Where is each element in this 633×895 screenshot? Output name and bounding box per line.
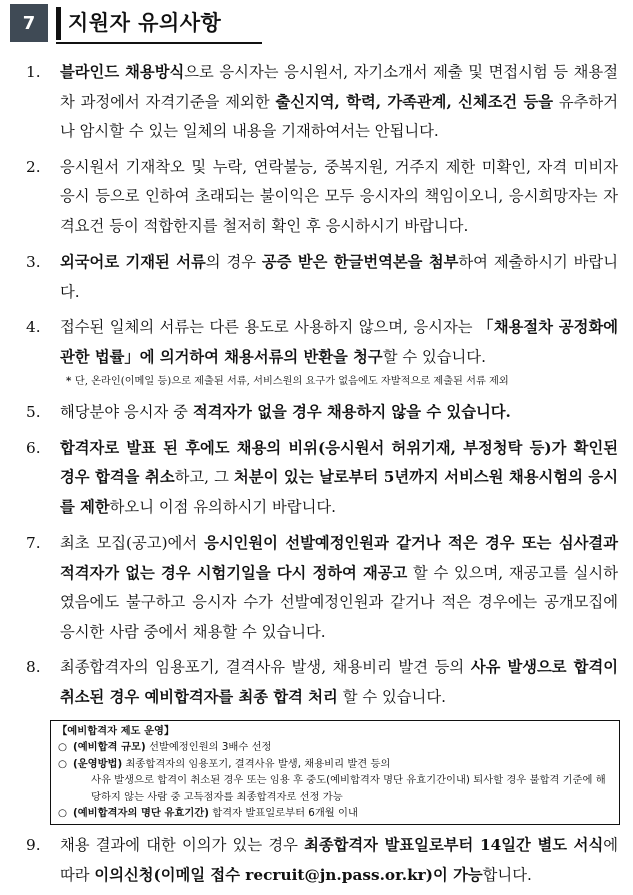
item-text — [60, 318, 618, 366]
text-run: 해당분야 응시자 중 — [60, 403, 193, 421]
notice-item — [26, 529, 618, 647]
box-item-continuation: 사유 발생으로 합격이 취소된 경우 또는 임용 후 중도(예비합격자 명단 유효기간이내) 퇴사할 경우 불합격 기준에 해당하지 않는 사람 중 고득점자를 최종합격자로 선정 가능 — [91, 774, 606, 803]
text-run: 채용 결과에 대한 이의가 있는 경우 — [60, 836, 305, 855]
circle-bullet-icon: ○ — [58, 757, 67, 770]
text-run: 하오니 이점 유의하시기 바랍니다. — [109, 497, 336, 516]
item-number: 5. — [26, 403, 41, 421]
text-run: 최종합격자의 임용포기, 결격사유 발생, 채용비리 발견 등의 — [60, 658, 471, 676]
text-run: 단, 온라인(이메일 등)으로 제출된 서류, 서비스원의 요구가 없음에도 자발적으로 제출된 서류 제외 — [74, 376, 509, 387]
item-text — [60, 658, 618, 706]
item-number: 6. — [26, 438, 41, 457]
notice-item — [26, 398, 618, 428]
text-run: 할 수 있습니다. — [337, 687, 446, 706]
box-bullet-item — [57, 805, 613, 821]
box-item-label: (예비합격자의 명단 유효기간) — [73, 807, 209, 820]
text-run: 출신지역, 학력, 가족관계, 신체조건 등을 — [275, 92, 554, 111]
item-number: 7. — [26, 534, 41, 552]
text-run: 처분이 있는 날로부터 5년까지 서비스원 채용시험의 응시를 제한 — [60, 468, 618, 516]
text-run: 응시인원이 선발예정인원과 같거나 적은 경우 또는 심사결과 적격자가 없는 경우 시험기일을 다시 정하여 재공고 — [60, 534, 618, 582]
text-run: 최종합격자 발표일로부터 14일간 별도 서식 — [304, 836, 604, 855]
box-title: 【예비합격자 제도 운영】 — [57, 725, 175, 737]
item-number: 2. — [26, 157, 41, 176]
box-bullet-item — [57, 739, 613, 755]
notice-item — [26, 58, 618, 147]
text-run: 블라인드 채용방식 — [60, 63, 185, 81]
item-text — [60, 158, 618, 235]
box-item-text: 합격자 발표일로부터 6개월 이내 — [208, 807, 358, 820]
text-run: 할 수 있으며, 재공고를 실시하였음에도 불구하고 응시자 수가 선발예정인원과 같거나 적은 경우에는 공개모집에 응시한 사람 중에서 채용할 수 있습니다. — [60, 563, 618, 641]
item-text — [60, 534, 618, 641]
box-item-label: (예비합격 규모) — [73, 741, 146, 754]
box-item-label: (운영방법) — [73, 757, 123, 770]
text-run: 합격자로 발표 된 후에도 채용의 비위(응시원서 허위기재, 부정청탁 등)가 확인된 경우 합격을 취소 — [60, 438, 618, 486]
text-run: 외국어로 기재된 서류 — [60, 253, 206, 271]
circle-bullet-icon: ○ — [58, 807, 67, 820]
item-footnote — [60, 371, 618, 392]
section-title: 지원자 유의사항 — [68, 11, 222, 35]
section-underline — [56, 42, 262, 44]
notice-item — [26, 831, 618, 890]
section-header — [10, 4, 260, 44]
text-run: 합니다. — [482, 865, 532, 884]
notice-list — [26, 58, 618, 890]
box-item-text: 선발예정인원의 3배수 선정 — [145, 741, 272, 754]
notice-item — [26, 434, 618, 523]
item-text — [60, 253, 618, 301]
item-number: 4. — [26, 318, 41, 336]
text-run: 하여 제출하시기 바랍니다. — [60, 253, 618, 301]
item-text — [60, 63, 618, 140]
text-run: 적격자가 없을 경우 채용하지 않을 수 있습니다. — [192, 403, 511, 421]
text-run: 응시원서 기재착오 및 누락, 연락불능, 중복지원, 거주지 제한 미확인, 자격 미비자 응시 등으로 인하여 초래되는 불이익은 모두 응시자의 책임이오니, 응시희망자는 자격요건 등이 적합한지를 철저히 확인 후 응시하시기 바랍니다. — [60, 157, 618, 235]
text-run: 하고, 그 — [174, 468, 235, 486]
item-number: 3. — [26, 253, 41, 271]
section-title-bar — [56, 7, 61, 40]
text-run: 「채용절차 공정화에 관한 법률」에 의거하여 채용서류의 반환을 청구 — [60, 318, 618, 366]
text-run: 의 경우 — [205, 253, 262, 271]
section-number-badge: 7 — [10, 4, 48, 42]
item-number: 1. — [26, 63, 41, 81]
text-run: 최초 모집(공고)에서 — [60, 534, 205, 552]
notice-item — [26, 313, 618, 392]
item-text — [60, 836, 618, 884]
text-run: 유추하거나 암시할 수 있는 일체의 내용을 기재하여서는 안됩니다. — [60, 92, 618, 140]
reserve-candidate-box — [50, 720, 620, 825]
item-text — [60, 439, 618, 516]
notice-item — [26, 153, 618, 242]
text-run: 에 따라 — [60, 836, 618, 884]
notice-item — [26, 248, 618, 307]
item-number: 9. — [26, 836, 41, 855]
text-run: 사유 발생으로 합격이 취소된 경우 예비합격자를 최종 합격 처리 — [60, 658, 618, 706]
text-run: * — [66, 375, 75, 387]
box-item-text: 최종합격자의 임용포기, 결격사유 발생, 채용비리 발견 등의 — [122, 757, 391, 770]
notice-item — [26, 653, 618, 712]
box-bullet-item — [57, 756, 613, 805]
text-run: 공증 받은 한글번역본을 첨부 — [261, 253, 459, 271]
text-run: 이의신청(이메일 접수 recruit@jn.pass.or.kr)이 가능 — [94, 865, 483, 884]
item-text — [60, 403, 511, 421]
circle-bullet-icon: ○ — [58, 741, 67, 754]
text-run: 할 수 있습니다. — [382, 347, 486, 366]
text-run: 으로 응시자는 응시원서, 자기소개서 제출 및 면접시험 등 채용절차 과정에서 자격기준을 제외한 — [60, 63, 618, 111]
text-run: 접수된 일체의 서류는 다른 용도로 사용하지 않으며, 응시자는 — [60, 318, 478, 336]
item-number: 8. — [26, 658, 41, 676]
